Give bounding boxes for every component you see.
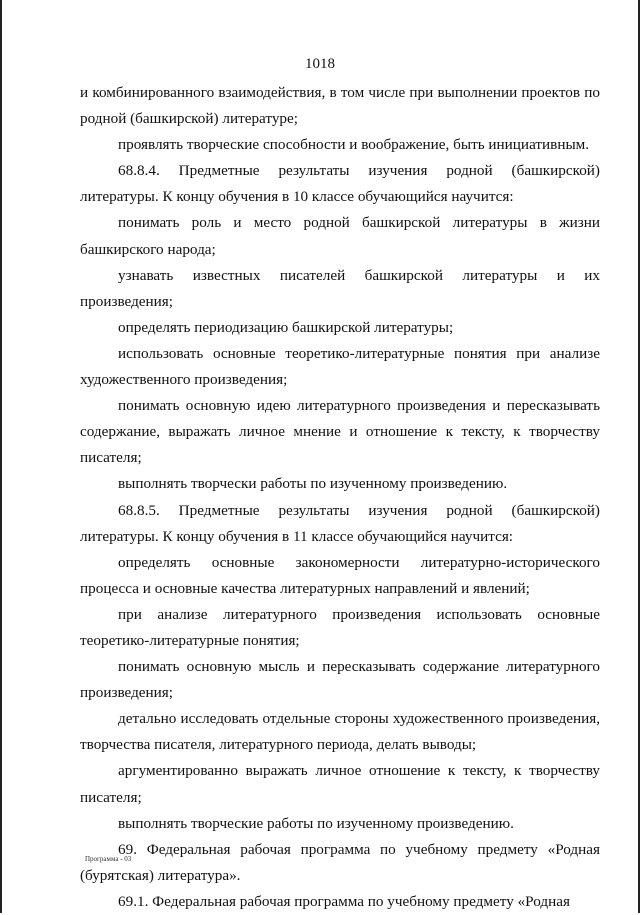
paragraph: определять периодизацию башкирской литературы; xyxy=(118,318,454,336)
paragraph: выполнять творческие работы по изученному произведению. xyxy=(118,814,514,832)
paragraph: 68.8.5. Предметные результаты изучения родной (башкирской) литературы. К концу обучения в 11 классе обучающийся научится: xyxy=(80,501,600,545)
paragraph: понимать основную мысль и пересказывать содержание литературного произведения; xyxy=(80,658,600,702)
page-number: 1018 xyxy=(305,56,335,72)
paragraph: и комбинированного взаимодействия, в том числе при выполнении проектов по родной (башкирской) литературе; xyxy=(80,84,600,128)
body-text xyxy=(80,80,600,915)
paragraph: проявлять творческие способности и воображение, быть инициативным. xyxy=(118,136,590,154)
paragraph: использовать основные теоретико-литературные понятия при анализе художественного произведения; xyxy=(80,344,600,389)
footer-label: Программа - 03 xyxy=(85,855,132,863)
paragraph: 69.1. Федеральная рабочая программа по учебному предмету «Родная xyxy=(118,892,570,910)
paragraph: выполнять творчески работы по изученному произведению. xyxy=(118,475,508,493)
paragraph: 68.8.4. Предметные результаты изучения родной (башкирской) литературы. К концу обучения в 10 классе обучающийся научится: xyxy=(80,162,600,206)
paragraph: 69. Федеральная рабочая программа по учебному предмету «Родная (бурятская) литература». xyxy=(80,840,600,884)
paragraph: определять основные закономерности литературно-исторического процесса и основные качества литературных направлений и явлений; xyxy=(80,553,600,597)
paragraph: аргументированно выражать личное отношение к тексту, к творчеству писателя; xyxy=(80,762,600,806)
paragraph: понимать роль и место родной башкирской литературы в жизни башкирского народа; xyxy=(80,214,600,258)
paragraph: детально исследовать отдельные стороны художественного произведения, творчества писателя, литературного периода, делать выводы; xyxy=(80,710,600,754)
scan-edge-left xyxy=(0,0,2,913)
paragraph: узнавать известных писателей башкирской литературы и их произведения; xyxy=(80,266,600,310)
paragraph: при анализе литературного произведения использовать основные теоретико-литературные понятия; xyxy=(80,605,600,649)
paragraph: понимать основную идею литературного произведения и пересказывать содержание, выражать личное мнение и отношение к тексту, к творчеству писателя; xyxy=(80,397,600,467)
